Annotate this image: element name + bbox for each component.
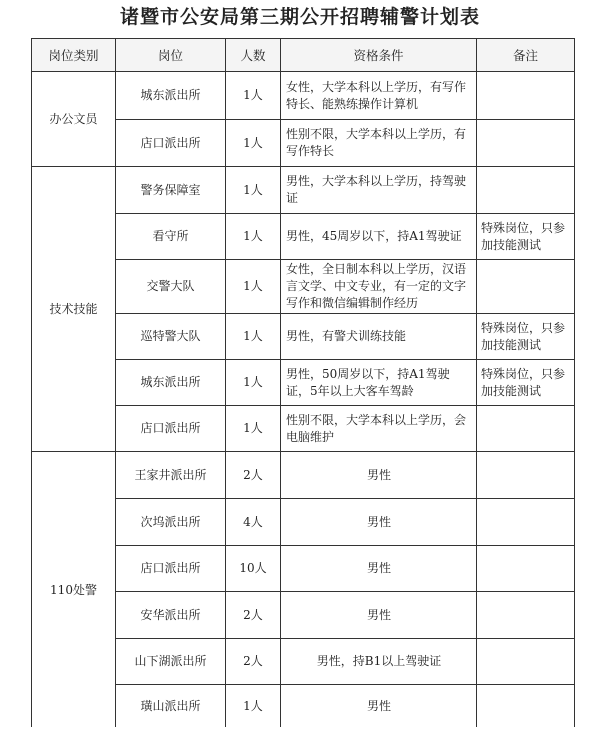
notes-cell <box>477 499 575 546</box>
conditions-cell: 女性，大学本科以上学历，有写作特长、能熟练操作计算机 <box>281 72 477 120</box>
category-cell: 技术技能 <box>32 167 116 452</box>
header-row <box>32 39 575 72</box>
post-cell: 巡特警大队 <box>116 314 226 360</box>
conditions-cell: 男性 <box>281 452 477 499</box>
notes-cell <box>477 72 575 120</box>
category-cell: 办公文员 <box>32 72 116 167</box>
notes-cell <box>477 592 575 639</box>
notes-cell: 特殊岗位，只参加技能测试 <box>477 314 575 360</box>
count-cell: 2人 <box>226 639 281 685</box>
count-cell: 2人 <box>226 592 281 639</box>
post-cell: 看守所 <box>116 214 226 260</box>
post-cell: 店口派出所 <box>116 120 226 167</box>
header-category: 岗位类别 <box>32 39 116 72</box>
count-cell: 1人 <box>226 120 281 167</box>
count-cell: 1人 <box>226 72 281 120</box>
post-cell: 警务保障室 <box>116 167 226 214</box>
table-row <box>32 167 575 214</box>
header-post: 岗位 <box>116 39 226 72</box>
post-cell: 璜山派出所 <box>116 685 226 729</box>
count-cell: 1人 <box>226 314 281 360</box>
count-cell: 1人 <box>226 406 281 452</box>
count-cell: 1人 <box>226 214 281 260</box>
conditions-cell: 男性 <box>281 499 477 546</box>
header-count: 人数 <box>226 39 281 72</box>
header-conditions: 资格条件 <box>281 39 477 72</box>
notes-cell <box>477 452 575 499</box>
notes-cell <box>477 685 575 729</box>
notes-cell <box>477 167 575 214</box>
notes-cell: 特殊岗位，只参加技能测试 <box>477 360 575 406</box>
conditions-cell: 男性，45周岁以下，持A1驾驶证 <box>281 214 477 260</box>
conditions-cell: 性别不限，大学本科以上学历，会电脑维护 <box>281 406 477 452</box>
count-cell: 1人 <box>226 685 281 729</box>
post-cell: 城东派出所 <box>116 360 226 406</box>
post-cell: 店口派出所 <box>116 546 226 592</box>
post-cell: 王家井派出所 <box>116 452 226 499</box>
recruitment-table <box>31 38 575 729</box>
count-cell: 2人 <box>226 452 281 499</box>
notes-cell <box>477 546 575 592</box>
table-row <box>32 452 575 499</box>
header-notes: 备注 <box>477 39 575 72</box>
conditions-cell: 男性，持B1以上驾驶证 <box>281 639 477 685</box>
notes-cell <box>477 260 575 314</box>
notes-cell <box>477 120 575 167</box>
conditions-cell: 男性 <box>281 685 477 729</box>
conditions-cell: 性别不限，大学本科以上学历，有写作特长 <box>281 120 477 167</box>
post-cell: 店口派出所 <box>116 406 226 452</box>
post-cell: 交警大队 <box>116 260 226 314</box>
conditions-cell: 男性 <box>281 592 477 639</box>
category-cell: 110处警 <box>32 452 116 729</box>
table-row <box>32 72 575 120</box>
count-cell: 1人 <box>226 360 281 406</box>
notes-cell <box>477 639 575 685</box>
post-cell: 山下湖派出所 <box>116 639 226 685</box>
conditions-cell: 男性，有警犬训练技能 <box>281 314 477 360</box>
count-cell: 1人 <box>226 260 281 314</box>
bottom-crop-edge <box>0 727 600 733</box>
count-cell: 1人 <box>226 167 281 214</box>
post-cell: 安华派出所 <box>116 592 226 639</box>
page-title: 诸暨市公安局第三期公开招聘辅警计划表 <box>119 6 480 28</box>
post-cell: 城东派出所 <box>116 72 226 120</box>
conditions-cell: 男性，50周岁以下，持A1驾驶证，5年以上大客车驾龄 <box>281 360 477 406</box>
conditions-cell: 女性，全日制本科以上学历，汉语言文学、中文专业，有一定的文字写作和微信编辑制作经历 <box>281 260 477 314</box>
conditions-cell: 男性 <box>281 546 477 592</box>
count-cell: 10人 <box>226 546 281 592</box>
notes-cell <box>477 406 575 452</box>
post-cell: 次坞派出所 <box>116 499 226 546</box>
count-cell: 4人 <box>226 499 281 546</box>
notes-cell: 特殊岗位，只参加技能测试 <box>477 214 575 260</box>
conditions-cell: 男性，大学本科以上学历，持驾驶证 <box>281 167 477 214</box>
